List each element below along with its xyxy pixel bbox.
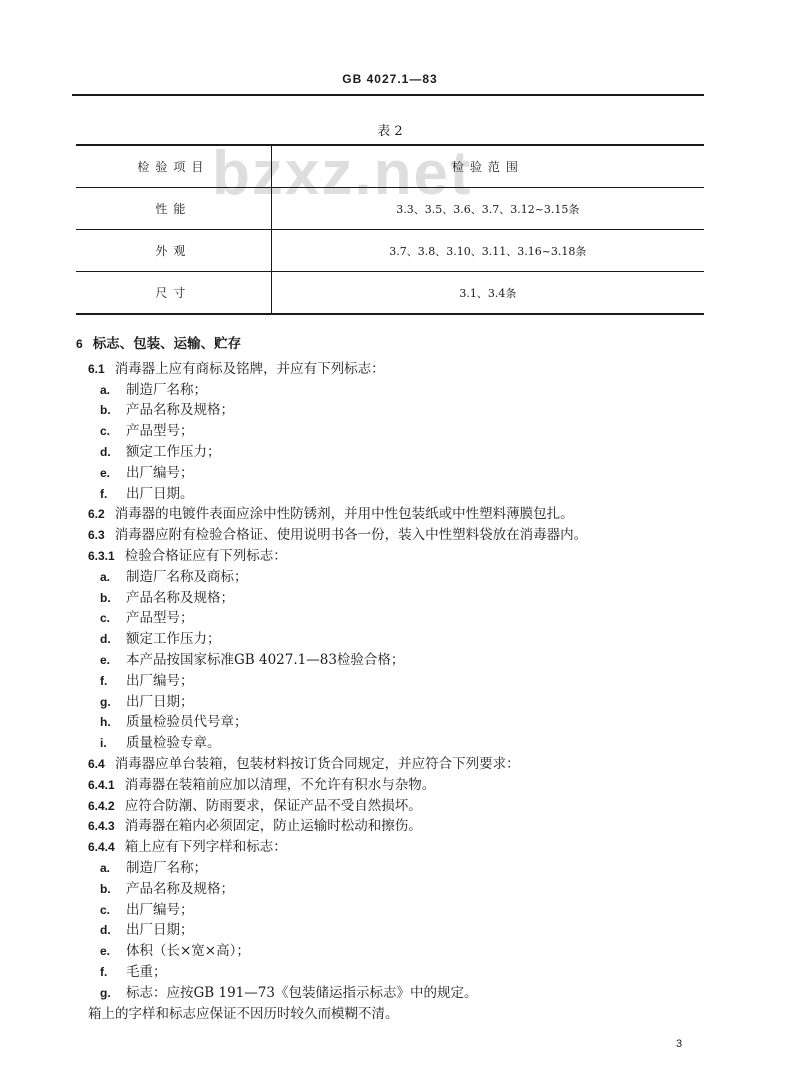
list-item: g. 出厂日期； (100, 693, 194, 710)
closing-note: 箱上的字样和标志应保证不因历时较久而模糊不清。 (88, 1005, 399, 1022)
table-cell-range: 3.1、3.4条 (271, 272, 704, 315)
list-item: d. 额定工作压力； (100, 443, 221, 460)
watermark: bzxz.net (212, 139, 473, 208)
table-header-cell: 检验项目 (76, 145, 271, 188)
table-row (76, 188, 704, 230)
list-item: b. 产品名称及规格； (100, 589, 234, 606)
clause-6-4: 6.4 消毒器应单台装箱，包装材料按订货合同规定，并应符合下列要求： (88, 755, 520, 772)
section-number: 6 (76, 337, 83, 351)
section-heading (76, 334, 716, 355)
clause-6-4-4: 6.4.4 箱上应有下列字样和标志： (88, 839, 287, 856)
list-item: g. 标志：应按GB 191—73《包装储运指示标志》中的规定。 (100, 984, 478, 1001)
clause-6-2: 6.2 消毒器的电镀件表面应涂中性防锈剂，并用中性包装纸或中性塑料薄膜包扎。 (88, 506, 574, 523)
list-item: f. 出厂编号； (100, 672, 194, 689)
table-cell-range: 3.7、3.8、3.10、3.11、3.16~3.18条 (271, 230, 704, 272)
clause-6-4-1: 6.4.1 消毒器在装箱前应加以清理，不允许有积水与杂物。 (88, 776, 436, 793)
body-text (76, 332, 716, 1024)
list-item: a. 制造厂名称及商标； (100, 568, 248, 585)
clause-6-3: 6.3 消毒器应附有检验合格证、使用说明书各一份，装入中性塑料袋放在消毒器内。 (88, 527, 588, 544)
list-item: i. 质量检验专章。 (100, 735, 221, 752)
list-item: d. 出厂日期； (100, 922, 194, 939)
table-cell-item: 性能 (76, 188, 271, 230)
table-row (76, 272, 704, 315)
page-number: 3 (676, 1038, 683, 1050)
list-item: e. 体积（长×宽×高）； (100, 943, 250, 960)
list-item: c. 出厂编号； (100, 901, 194, 918)
list-item: e. 本产品按国家标准GB 4027.1—83检验合格； (100, 651, 405, 668)
list-item: a. 制造厂名称； (100, 381, 207, 398)
clause-6-4-3: 6.4.3 消毒器在箱内必须固定，防止运输时松动和擦伤。 (88, 818, 422, 835)
list-item: f. 出厂日期。 (100, 485, 194, 502)
list-item: d. 额定工作压力； (100, 631, 221, 648)
list-item: c. 产品型号； (100, 610, 194, 627)
standard-code-header: GB 4027.1—83 (342, 72, 438, 86)
list-item: f. 毛重； (100, 963, 167, 980)
section-title: 标志、包装、运输、贮存 (92, 336, 242, 352)
table-caption: 表 2 (377, 124, 403, 139)
list-item: b. 产品名称及规格； (100, 402, 234, 419)
table-row (76, 230, 704, 272)
list-item: c. 产品型号； (100, 423, 194, 440)
list-item: a. 制造厂名称； (100, 859, 207, 876)
header-rule (72, 94, 704, 96)
table-header-row (76, 145, 704, 188)
table-header-cell: 检验范围 (451, 160, 524, 174)
list-item: h. 质量检验员代号章； (100, 714, 248, 731)
clause-6-4-2: 6.4.2 应符合防潮、防雨要求，保证产品不受自然损坏。 (88, 797, 422, 814)
table-cell-item: 外观 (76, 230, 271, 272)
table-cell-item: 尺寸 (76, 272, 271, 315)
list-item: b. 产品名称及规格； (100, 880, 234, 897)
table-cell-range: 3.3、3.5、3.6、3.7、3.12~3.15条 (271, 188, 704, 230)
clause-6-3-1: 6.3.1 检验合格证应有下列标志： (88, 547, 287, 564)
list-item: e. 出厂编号； (100, 464, 194, 481)
inspection-table (76, 144, 704, 315)
clause-6-1: 6.1 消毒器上应有商标及铭牌，并应有下列标志： (88, 360, 385, 377)
